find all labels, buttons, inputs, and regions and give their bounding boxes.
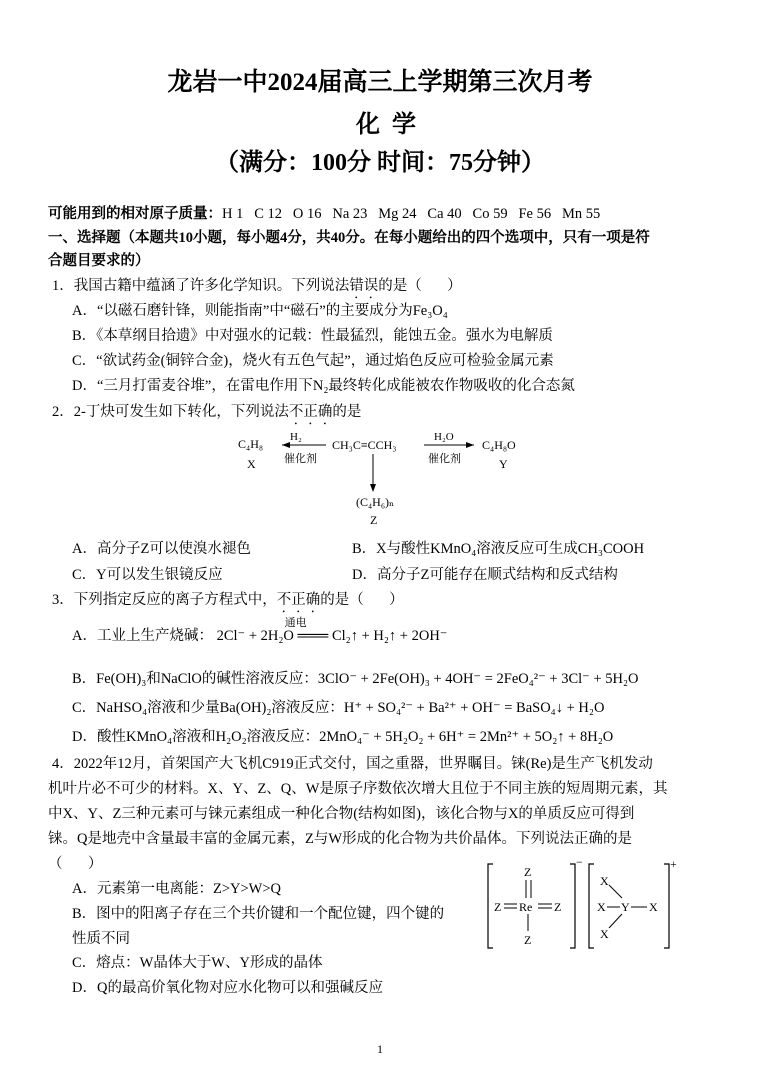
anion-charge: − — [576, 858, 583, 869]
q1-stem-a: 1．我国古籍中蕴涵了许多化学知识。下列说法 — [52, 278, 350, 294]
q2-h2-label: H₂ — [290, 431, 302, 443]
q3-option-a-equation: 2Cl⁻ + 2H₂O ═══ Cl₂↑ + H₂↑ + 2OH⁻ — [216, 628, 448, 644]
section1-heading-line2: 合题目要求的） — [48, 253, 150, 269]
q3-option-a[interactable] — [72, 617, 448, 645]
page-number: 1 — [377, 1042, 383, 1056]
q3-option-b[interactable] — [72, 667, 639, 688]
q2-option-c[interactable]: C．Y可以发生银镜反应 — [72, 567, 223, 583]
q2-catalyst1: 催化剂 — [284, 453, 317, 465]
cation-x-left: X — [597, 900, 606, 914]
q3-option-a-equation-wrap — [216, 617, 448, 645]
q3-option-c-text: C．NaHSO₄溶液和少量Ba(OH)₂溶液反应： — [72, 700, 344, 716]
q2-option-a[interactable]: A．高分子Z可以使溴水褪色 — [72, 541, 251, 557]
q1-option-a[interactable]: A．“以磁石磨针锋，则能指南”中“磁石”的主要成分为Fe₃O₄ — [72, 303, 448, 319]
cation-y: Y — [621, 900, 630, 914]
q4-option-d[interactable]: D．Q的最高价氧化物对应水化物可以和强碱反应 — [72, 980, 383, 996]
q2-h2o-label: H₂O — [434, 431, 454, 443]
q3-option-b-equation: 3ClO⁻ + 2Fe(OH)₃ + 4OH⁻ = 2FeO₄²⁻ + 3Cl⁻ + 5H₂O — [317, 671, 639, 687]
q2-stem-a: 2．2-丁炔可发生如下转化，下列说法 — [52, 404, 289, 420]
cation-charge: + — [670, 858, 677, 871]
q4-stem-line2: 机叶片必不可少的材料。X、Y、Z、Q、W是原子序数依次增大且位于不同主族的短周期元素，其 — [48, 781, 668, 797]
q3-option-d-equation: 2MnO₄⁻ + 5H₂O₂ + 6H⁺ = 2Mn²⁺ + 5O₂↑ + 8H₂O — [319, 729, 614, 745]
anion-right-bracket — [570, 864, 575, 948]
q2-stem — [52, 400, 361, 428]
q3-option-b-text: B．Fe(OH)₃和NaClO的碱性溶液反应： — [72, 671, 318, 687]
section1-heading-line1: 一、选择题（本题共10小题，每小题4分，共40分。在每小题给出的四个选项中，只有一项是符 — [48, 230, 650, 246]
subject-title: 化学 — [356, 112, 428, 138]
q4-stem-line4: 铼。Q是地壳中含量最丰富的金属元素，Z与W形成的化合物为共价晶体。下列说法正确的是 — [48, 831, 633, 847]
q2-option-b[interactable]: B．X与酸性KMnO₄溶液反应可生成CH₃COOH — [352, 541, 645, 557]
anion-z-left: Z — [494, 900, 502, 914]
q1-option-b[interactable]: B．《本草纲目拾遗》中对强水的记载：性最猛烈，能蚀五金。强水为电解质 — [72, 328, 553, 344]
q3-option-c-equation: H⁺ + SO₄²⁻ + Ba²⁺ + OH⁻ = BaSO₄↓ + H₂O — [343, 700, 605, 716]
q1-option-c[interactable]: C．“欲试药金(铜锌合金)，烧火有五色气起”，通过焰色反应可检验金属元素 — [72, 353, 554, 369]
atomic-masses-label: 可能用到的相对原子质量： — [48, 206, 222, 222]
q1-stem-emphasis: 错误 — [349, 278, 379, 294]
q4-option-b-line1[interactable]: B．图中的阳离子存在三个共价键和一个配位键，四个键的 — [72, 906, 445, 922]
q1-option-d[interactable]: D．“三月打雷麦谷堆”，在雷电作用下N₂最终转化成能被农作物吸收的化合态氮 — [72, 378, 575, 394]
cation-bond-top — [609, 885, 622, 898]
q4-option-a[interactable]: A．元素第一电离能：Z>Y>W>Q — [72, 881, 281, 897]
cation-bond-bottom — [609, 914, 622, 928]
q3-stem-a: 3．下列指定反应的离子方程式中， — [52, 592, 277, 608]
q4-stem-line3: 中X、Y、Z三种元素可与铼元素组成一种化合物(结构如图)，该化合物与X的单质反应可得到 — [48, 806, 635, 822]
anion-z-top: Z — [524, 865, 532, 879]
q2-arrow-right-head — [466, 442, 474, 448]
score-time: （满分：100分 时间：75分钟） — [215, 150, 545, 176]
page-title: 龙岩一中2024届高三上学期第三次月考 — [167, 69, 593, 96]
q3-electrolysis-condition: 通电 — [284, 617, 307, 629]
cation-x-right: X — [649, 900, 658, 914]
q3-option-d-text: D．酸性KMnO₄溶液和H₂O₂溶液反应： — [72, 729, 320, 745]
cation-x-bottom: X — [600, 927, 609, 941]
q3-option-c[interactable] — [72, 696, 604, 717]
q3-option-d[interactable] — [72, 725, 613, 746]
q2-y-label: Y — [499, 457, 508, 471]
q2-y-formula: C₄H₈O — [482, 438, 516, 452]
anion-z-right: Z — [554, 900, 562, 914]
cation-right-bracket — [664, 864, 669, 948]
anion-re: Re — [519, 900, 533, 914]
q4-stem-line5: （ ） — [48, 856, 103, 872]
cation-left-bracket — [589, 864, 594, 948]
q2-x-formula: C₄H₈ — [238, 437, 264, 451]
q1-stem-b: 的是（ ） — [378, 278, 462, 294]
q3-stem-emphasis: 不正确 — [276, 592, 321, 608]
q4-structure-diagram — [484, 858, 689, 954]
q4-option-c[interactable]: C．熔点：W晶体大于W、Y形成的晶体 — [72, 955, 323, 971]
q2-catalyst2: 催化剂 — [428, 453, 461, 465]
atomic-masses-values: H 1 C 12 O 16 Na 23 Mg 24 Ca 40 Co 59 Fe 56 Mn 55 — [222, 206, 601, 222]
q2-center-formula: CH₃C≡CCH₃ — [332, 438, 397, 452]
q2-stem-b: 的是 — [332, 404, 362, 420]
q2-z-label: Z — [370, 513, 378, 527]
cation-x-top: X — [600, 874, 609, 888]
anion-z-bottom: Z — [524, 933, 532, 947]
q3-stem — [52, 588, 404, 616]
q4-stem-line1: 4．2022年12月，首架国产大飞机C919正式交付，国之重器，世界瞩目。铼(Re)是生产飞机发动 — [52, 756, 653, 772]
q2-option-d[interactable]: D．高分子Z可能存在顺式结构和反式结构 — [352, 567, 618, 583]
q3-option-a-text: A．工业上生产烧碱： — [72, 628, 213, 644]
q3-stem-b: 的是（ ） — [320, 592, 404, 608]
q4-option-b-line2[interactable]: 性质不同 — [72, 931, 130, 947]
q2-arrow-left-head — [282, 442, 290, 448]
q2-arrow-down-head — [370, 484, 376, 492]
anion-left-bracket — [488, 864, 493, 948]
q2-x-label: X — [247, 457, 256, 471]
q1-stem — [52, 274, 462, 302]
q2-reaction-scheme — [220, 426, 560, 530]
atomic-masses — [48, 202, 600, 223]
q2-stem-emphasis: 不正确 — [288, 404, 333, 420]
q2-z-formula: (C₄H₆)ₙ — [356, 495, 395, 509]
